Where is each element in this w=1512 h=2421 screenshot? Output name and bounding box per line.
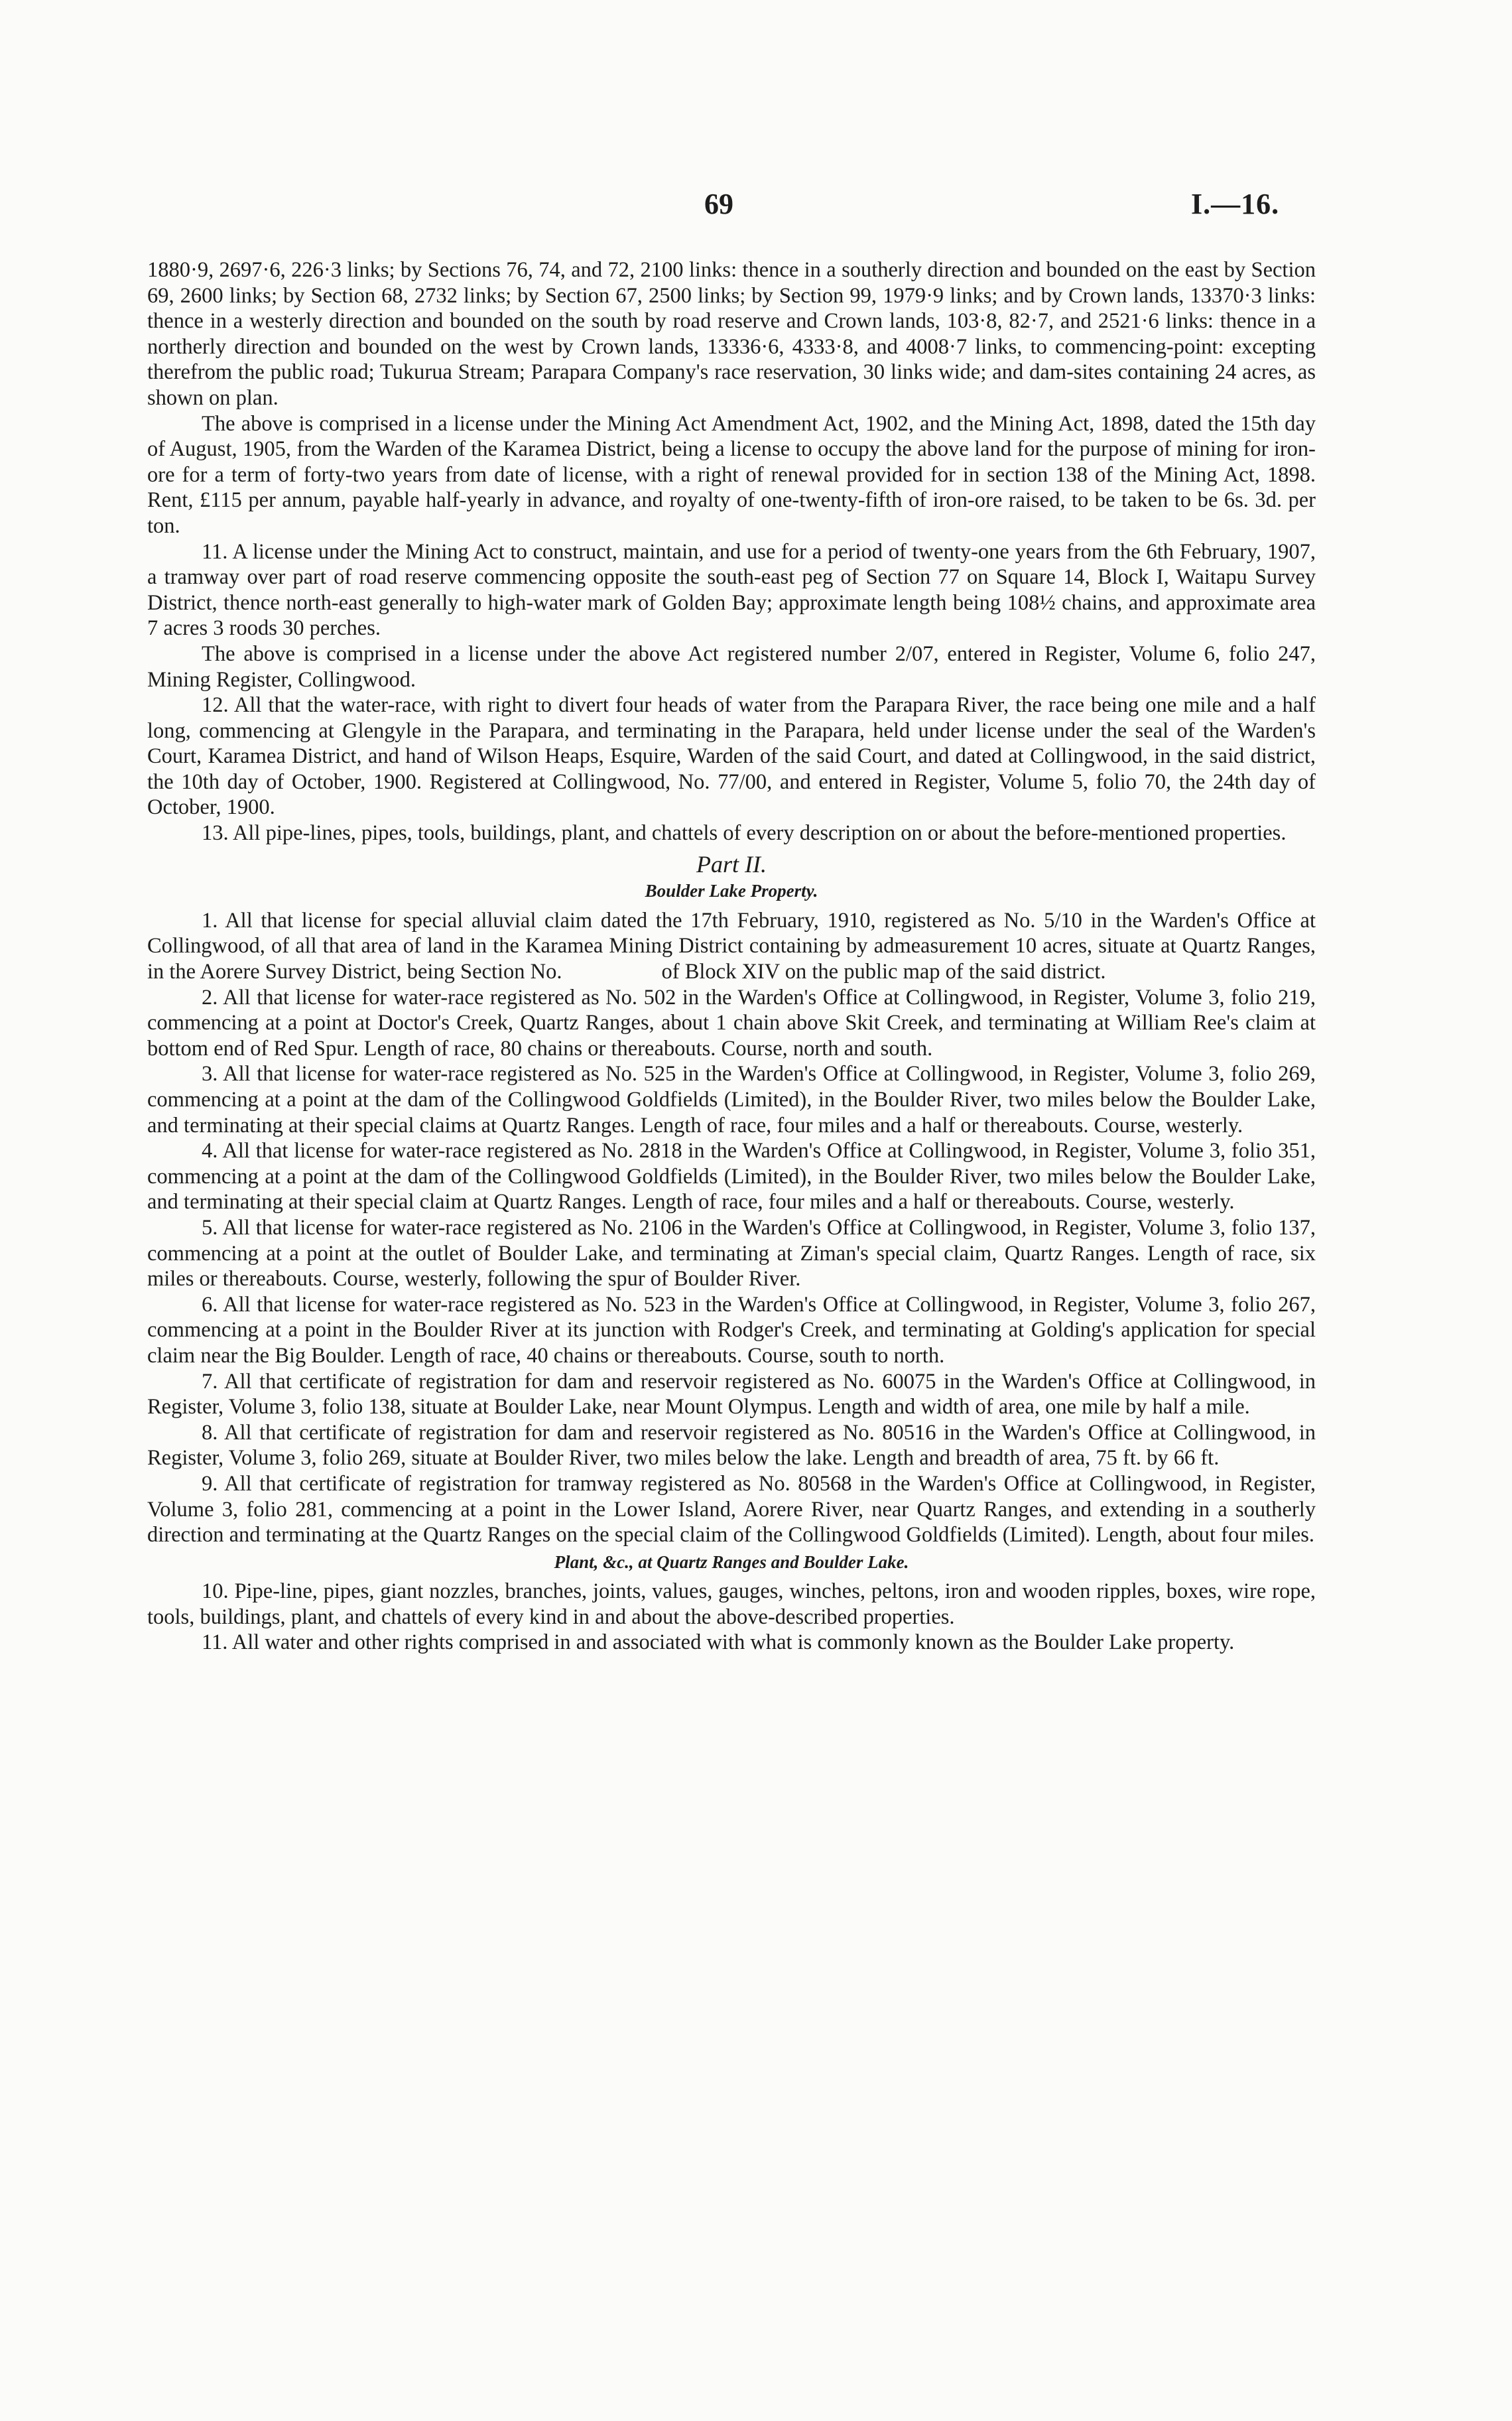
plant-subheading: Plant, &c., at Quartz Ranges and Boulder Lake. [554,1551,909,1572]
paragraph-item-13: 13. All pipe-lines, pipes, tools, buildings, plant, and chattels of every description on or about the before-mentioned properties. [202,821,1287,846]
paragraph-item-6: 6. All that license for water-race registered as No. 523 in the Warden's Office at Collingwood, in Register, Volume 3, folio 267, commencing at a point in the Boulder River at its junction with Rodger's Creek, and terminating at Golding's application for special claim near the Big Boulder. Length of race, 40 chains or thereabouts. Course, south to north. [147,1292,1316,1368]
paragraph-item-4: 4. All that license for water-race registered as No. 2818 in the Warden's Office at Collingwood, in Register, Volume 3, folio 351, commencing at a point at the dam of the Collingwood Goldfields (Limited), in the Boulder River, two miles below the Boulder Lake, and terminating at their special claim at Quartz Ranges. Length of race, four miles and a half or thereabouts. Course, westerly. [147,1139,1316,1214]
paragraph-item-10: 10. Pipe-line, pipes, giant nozzles, branches, joints, values, gauges, winches, peltons, iron and wooden ripples, boxes, wire rope, tools, buildings, plant, and chattels of every kind in and about the above-described properties. [147,1579,1316,1629]
paragraph-item-12: 12. All that the water-race, with right to divert four heads of water from the Parapara River, the race being one mile and a half long, commencing at Glengyle in the Parapara, and terminating in the Parapara, held under license under the seal of the Warden's Court, Karamea District, and hand of Wilson Heaps, Esquire, Warden of the said Court, and dated at Collingwood, in the said district, the 10th day of October, 1900. Registered at Collingwood, No. 77/00, and entered in Register, Volume 5, folio 70, the 24th day of October, 1900. [147,693,1316,820]
paragraph: The above is comprised in a license under the Mining Act Amendment Act, 1902, and the Mining Act, 1898, dated the 15th day of August, 1905, from the Warden of the Karamea District, being a license to occupy the above land for the purpose of mining for iron-ore for a term of forty-two years from date of license, with a right of renewal provided for in section 138 of the Mining Act, 1898. Rent, £115 per annum, payable half-yearly in advance, and royalty of one-twenty-fifth of iron-ore raised, to be taken to be 6s. 3d. per ton. [147,411,1316,538]
paragraph-item-11: 11. A license under the Mining Act to construct, maintain, and use for a period of twenty-one years from the 6th February, 1907, a tramway over part of road reserve commencing opposite the south-east peg of Section 77 on Square 14, Block I, Waitapu Survey District, thence north-east generally to high-water mark of Golden Bay; approximate length being 108½ chains, and approximate area 7 acres 3 roods 30 perches. [147,539,1316,641]
document-reference: I.—16. [1191,188,1280,220]
paragraph-item-5: 5. All that license for water-race registered as No. 2106 in the Warden's Office at Collingwood, in Register, Volume 3, folio 137, commencing at a point at the outlet of Boulder Lake, and terminating at Ziman's special claim, Quartz Ranges. Length of race, six miles or thereabouts. Course, westerly, following the spur of Boulder River. [147,1215,1316,1291]
paragraph: The above is comprised in a license under the above Act registered number 2/07, entered in Register, Volume 6, folio 247, Mining Register, Collingwood. [147,641,1316,692]
paragraph-continuation: 1880·9, 2697·6, 226·3 links; by Sections 76, 74, and 72, 2100 links: thence in a southerly direction and bounded on the east by Section 69, 2600 links; by Section 68, 2732 links; by Section 67, 2500 links; by Section 99, 1979·9 links; and by Crown lands, 13370·3 links: thence in a westerly direction and bounded on the south by road reserve and Crown lands, 103·8, 82·7, and 2521·6 links: thence in a northerly direction and bounded on the west by Crown lands, 13336·6, 4333·8, and 4008·7 links, to commencing-point: excepting therefrom the public road; Tukurua Stream; Parapara Company's race reservation, 30 links wide; and dam-sites containing 24 acres, as shown on plan. [147,258,1316,410]
item-1-text-end: of Block XIV on the public map of the said district. [661,960,1106,984]
section-subheading: Boulder Lake Property. [645,881,818,901]
paragraph-item-7: 7. All that certificate of registration for dam and reservoir registered as No. 60075 in the Warden's Office at Collingwood, in Register, Volume 3, folio 138, situate at Boulder Lake, near Mount Olympus. Length and width of area, one mile by half a mile. [147,1369,1316,1419]
document-body [147,257,1316,1656]
item-1-text-start: 1. All that license for special alluvial claim dated the 17th February, 1910, registered as No. 5/10 in the Warden's Office at Collingwood, of all that area of land in the Karamea Mining District containing by admeasurement 10 acres, situate at Quartz Ranges, in the Aorere Survey District, being Section No. [147,908,1316,984]
paragraph-item-8: 8. All that certificate of registration for dam and reservoir registered as No. 80516 in the Warden's Office at Collingwood, in Register, Volume 3, folio 269, situate at Boulder River, two miles below the lake. Length and breadth of area, 75 ft. by 66 ft. [147,1420,1316,1471]
paragraph-item-2: 2. All that license for water-race registered as No. 502 in the Warden's Office at Collingwood, in Register, Volume 3, folio 219, commencing at a point at Doctor's Creek, Quartz Ranges, about 1 chain above Skit Creek, and terminating at William Ree's claim at bottom end of Red Spur. Length of race, 80 chains or thereabouts. Course, north and south. [147,985,1316,1061]
paragraph-item-11-boulder: 11. All water and other rights comprised in and associated with what is commonly known as the Boulder Lake property. [202,1630,1235,1655]
page-number: 69 [704,188,733,220]
paragraph-item-3: 3. All that license for water-race registered as No. 525 in the Warden's Office at Collingwood, in Register, Volume 3, folio 269, commencing at a point at the dam of the Collingwood Goldfields (Limited), in the Boulder River, two miles below the Boulder Lake, and terminating at their special claims at Quartz Ranges. Length of race, four miles and a half or thereabouts. Course, westerly. [147,1062,1316,1138]
paragraph-item-1 [147,908,1316,985]
page-header [0,187,1512,227]
part-heading: Part II. [696,850,767,878]
paragraph-item-9: 9. All that certificate of registration for tramway registered as No. 80568 in the Warden's Office at Collingwood, in Register, Volume 3, folio 281, commencing at a point in the Lower Island, Aorere River, near Quartz Ranges, and extending in a southerly direction and terminating at the Quartz Ranges on the special claim of the Collingwood Goldfields (Limited). Length, about four miles. [147,1471,1316,1547]
